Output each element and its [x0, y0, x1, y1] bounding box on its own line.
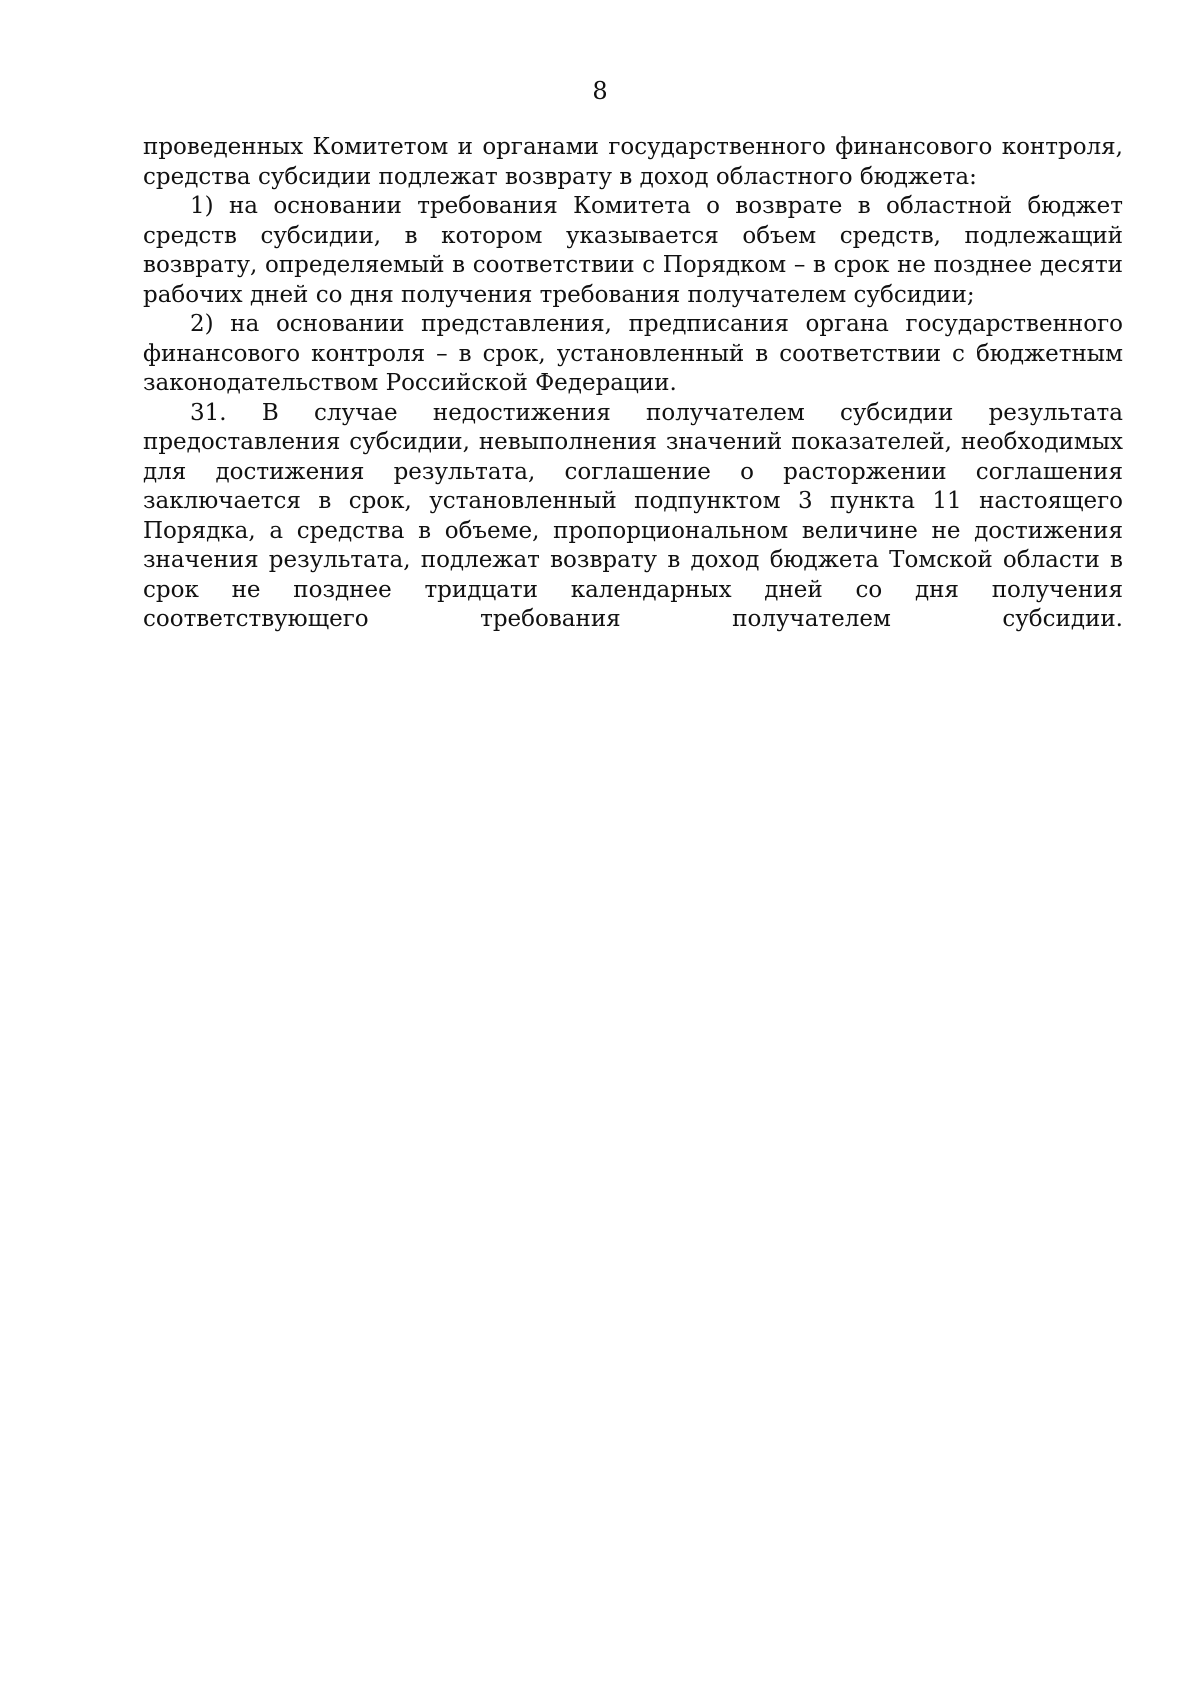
paragraph-continuation: проведенных Комитетом и органами государственного финансового контроля, средства субсидии подлежат возврату в доход областного бюджета:	[143, 134, 1123, 190]
paragraph-clause-31: 31. В случае недостижения получателем субсидии результата предоставления субсидии, невыполнения значений показателей, необходимых для достижения результата, соглашение о расторжении соглашения заключается в срок, установленный подпунктом 3 пункта 11 настоящего Порядка, а средства в объеме, пропорциональном величине не достижения значения результата, подлежат возврату в доход бюджета Томской области в срок не позднее тридцати календарных дней со дня получения соответствующего требования получателем субсидии.	[143, 399, 1123, 632]
paragraph-item-1: 1) на основании требования Комитета о возврате в областной бюджет средств субсидии, в котором указывается объем средств, подлежащий возврату, определяемый в соответствии с Порядком – в срок не позднее десяти рабочих дней со дня получения требования получателем субсидии;	[143, 193, 1123, 308]
page-number: 8	[592, 77, 608, 105]
paragraph-item-2: 2) на основании представления, предписания органа государственного финансового контроля – в срок, установленный в соответствии с бюджетным законодательством Российской Федерации.	[143, 311, 1123, 396]
document-body	[143, 133, 1123, 635]
